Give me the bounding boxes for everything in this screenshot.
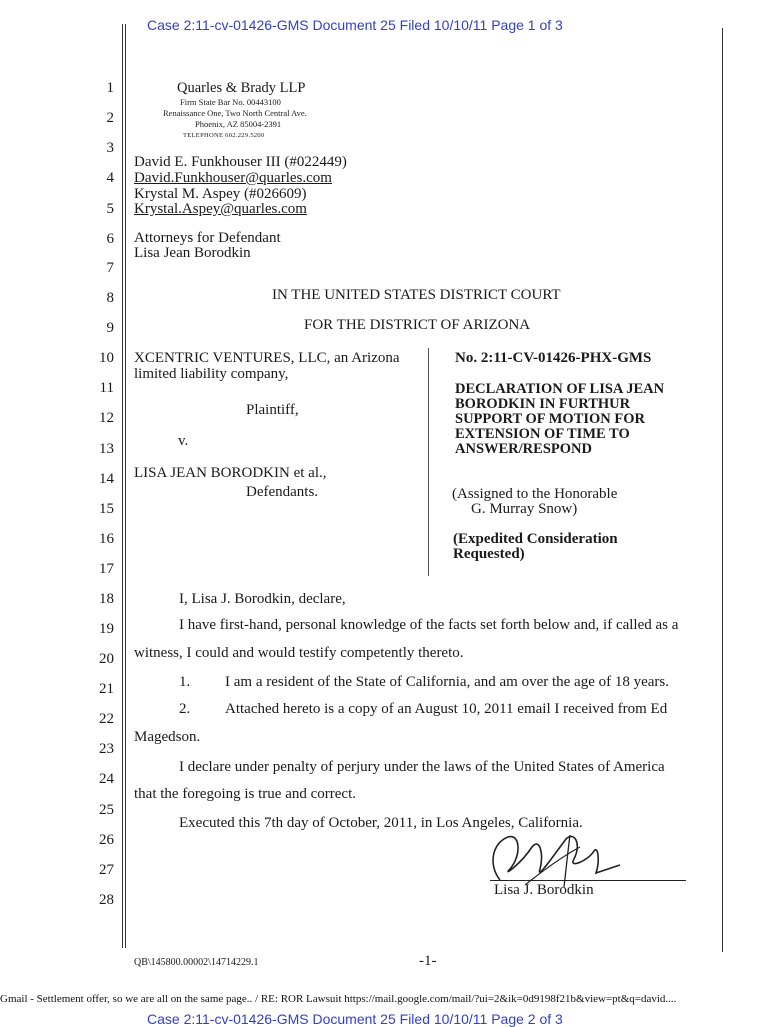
document-title-line2: BORODKIN IN FURTHUR [455, 396, 631, 412]
item-2-text-line2: Magedson. [134, 729, 201, 745]
expedited-line1: (Expedited Consideration [453, 531, 618, 547]
attorneys-role-line2: Lisa Jean Borodkin [134, 245, 251, 261]
declare-line: I, Lisa J. Borodkin, declare, [179, 591, 346, 607]
left-margin-double-line-1 [122, 24, 123, 948]
line-number: 6 [106, 231, 114, 247]
item-1-number: 1. [179, 674, 191, 690]
line-number: 14 [99, 471, 114, 487]
line-number: 26 [99, 832, 114, 848]
penalty-line2: that the foregoing is true and correct. [134, 786, 356, 802]
line-number: 22 [99, 711, 114, 727]
plaintiff-line1: XCENTRIC VENTURES, LLC, an Arizona [134, 350, 400, 366]
line-number: 2 [106, 110, 114, 126]
court-name: IN THE UNITED STATES DISTRICT COURT [272, 287, 561, 303]
case-number: No. 2:11-CV-01426-PHX-GMS [455, 350, 652, 366]
line-number: 17 [99, 561, 114, 577]
expedited-line2: Requested) [453, 546, 525, 562]
line-number: 28 [99, 892, 114, 908]
line-number: 10 [99, 350, 114, 366]
document-title-line1: DECLARATION OF LISA JEAN [455, 381, 665, 397]
line-number: 27 [99, 862, 114, 878]
plaintiff-line2: limited liability company, [134, 366, 289, 382]
attorneys-role-line1: Attorneys for Defendant [134, 230, 281, 246]
line-number: 7 [106, 260, 114, 276]
document-id: QB\145800.00002\14714229.1 [134, 957, 259, 968]
line-number: 13 [99, 441, 114, 457]
line-number: 19 [99, 621, 114, 637]
attorney-2-email[interactable]: Krystal.Aspey@quarles.com [134, 201, 307, 217]
line-number: 20 [99, 651, 114, 667]
line-number: 9 [106, 320, 114, 336]
line-number: 8 [106, 290, 114, 306]
document-title-line3: SUPPORT OF MOTION FOR [455, 411, 646, 427]
firm-name: Quarles & Brady LLP [177, 80, 306, 96]
line-number: 3 [106, 140, 114, 156]
line-number: 12 [99, 410, 114, 426]
item-1-text: I am a resident of the State of California, and am over the age of 18 years. [225, 674, 670, 690]
executed-line: Executed this 7th day of October, 2011, in Los Angeles, California. [179, 815, 583, 831]
defendant-name: LISA JEAN BORODKIN et al., [134, 465, 327, 481]
attorney-1: David E. Funkhouser III (#022449) [134, 154, 347, 170]
attorney-2: Krystal M. Aspey (#026609) [134, 186, 307, 202]
line-number: 4 [106, 170, 114, 186]
line-number: 11 [99, 380, 114, 396]
gmail-print-footer: Gmail - Settlement offer, so we are all on the same page.. / RE: ROR Lawsuit https://mail.google.com/mail/?ui=2&ik=0d9198f21b&view=pt&q=david.... [0, 993, 677, 1005]
firm-address-line2: Phoenix, AZ 85004-2391 [195, 119, 282, 129]
attorney-1-email[interactable]: David.Funkhouser@quarles.com [134, 170, 332, 186]
firm-address-line1: Renaissance One, Two North Central Ave. [163, 108, 307, 118]
left-margin-double-line-2 [125, 24, 126, 948]
line-number: 5 [106, 201, 114, 217]
signer-name: Lisa J. Borodkin [494, 882, 594, 898]
case-header: Case 2:11-cv-01426-GMS Document 25 Filed 10/10/11 Page 1 of 3 [147, 17, 563, 33]
item-2-number: 2. [179, 701, 191, 717]
line-number: 18 [99, 591, 114, 607]
line-number: 23 [99, 741, 114, 757]
signature-line [490, 880, 686, 881]
line-number: 24 [99, 771, 114, 787]
firm-bar-number: Firm State Bar No. 00443100 [180, 97, 281, 107]
line-number: 25 [99, 802, 114, 818]
plaintiff-label: Plaintiff, [246, 402, 299, 418]
court-district: FOR THE DISTRICT OF ARIZONA [304, 317, 531, 333]
paragraph-knowledge-line2: witness, I could and would testify competently thereto. [134, 645, 464, 661]
assigned-judge-line2: G. Murray Snow) [471, 501, 578, 517]
next-page-header: Case 2:11-cv-01426-GMS Document 25 Filed 10/10/11 Page 2 of 3 [147, 1011, 563, 1027]
penalty-line1: I declare under penalty of perjury under the laws of the United States of America [179, 759, 665, 775]
paragraph-knowledge-line1: I have first-hand, personal knowledge of the facts set forth below and, if called as a [179, 617, 679, 633]
line-number: 15 [99, 501, 114, 517]
firm-telephone: TELEPHONE 602.229.5200 [183, 132, 265, 139]
assigned-judge-line1: (Assigned to the Honorable [452, 486, 618, 502]
line-number: 21 [99, 681, 114, 697]
line-number: 1 [106, 80, 114, 96]
right-margin-line [722, 28, 723, 952]
line-number: 16 [99, 531, 114, 547]
page-number: -1- [419, 953, 437, 969]
defendant-label: Defendants. [246, 484, 319, 500]
item-2-text-line1: Attached hereto is a copy of an August 10, 2011 email I received from Ed [225, 701, 668, 717]
document-title-line5: ANSWER/RESPOND [455, 441, 592, 457]
caption-divider [428, 348, 429, 576]
versus: v. [178, 433, 189, 449]
document-title-line4: EXTENSION OF TIME TO [455, 426, 630, 442]
